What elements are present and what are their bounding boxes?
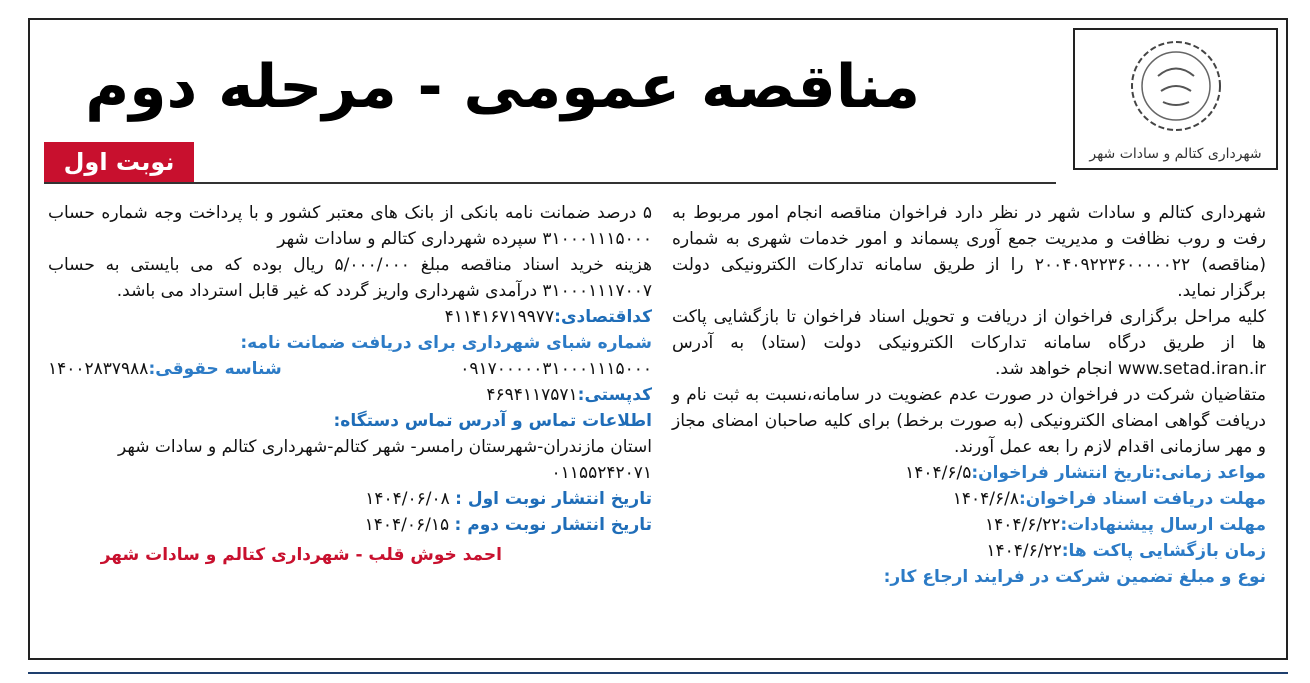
pub1-row: [48, 486, 652, 512]
process-text-b: انجام خواهد شد.: [995, 359, 1113, 379]
postal-value: ۴۶۹۴۱۱۷۵۷۱: [486, 385, 578, 405]
left-column: [48, 200, 652, 568]
schedule-label: مواعد زمانی:تاریخ انتشار فراخوان:: [971, 463, 1266, 483]
schedule-label: زمان بازگشایی پاکت ها:: [1061, 541, 1266, 561]
national-id-label: شناسه حقوقی:: [148, 359, 282, 379]
pub2-value: ۱۴۰۴/۰۶/۱۵: [364, 515, 450, 535]
guarantee-paragraph: ۵ درصد ضمانت نامه بانکی از بانک های معتبر کشور و با پرداخت وجه شماره حساب ۳۱۰۰۰۱۱۱۵۰۰۰ سپرده شهرداری کتالم و سادات شهر: [48, 203, 652, 249]
postal-label: کدپستی:: [577, 385, 652, 405]
address-text: استان مازندران-شهرستان رامسر- شهر کتالم-شهرداری کتالم و سادات شهر: [118, 437, 652, 457]
pub1-label: تاریخ انتشار نوبت اول :: [455, 489, 652, 509]
economic-code-label: کداقتصادی:: [554, 307, 652, 327]
schedule-value: ۱۴۰۴/۶/۵: [905, 463, 972, 483]
process-paragraph: [672, 304, 1266, 382]
schedule-row: [672, 486, 1266, 512]
schedule-row: [672, 460, 1266, 486]
schedule-row: [672, 564, 1266, 590]
contact-label: اطلاعات تماس و آدرس تماس دستگاه:: [333, 411, 652, 431]
pub2-row: [48, 512, 652, 538]
logo-box: [1073, 28, 1278, 170]
schedule-label: مهلت ارسال پیشنهادات:: [1060, 515, 1266, 535]
bottom-rule: [28, 672, 1288, 674]
phone-number: ۰۱۱۵۵۲۴۲۰۷۱: [551, 463, 652, 483]
logo-caption: شهرداری کتالم و سادات شهر: [1089, 146, 1262, 162]
schedule-label: نوع و مبلغ تضمین شرکت در فرایند ارجاع کار:: [883, 567, 1266, 587]
sheba-row: [48, 356, 652, 382]
page-title: مناقصه عمومی - مرحله دوم: [85, 52, 920, 122]
schedule-value: ۱۴۰۴/۶/۲۲: [985, 515, 1061, 535]
badge-underline: [44, 182, 1056, 184]
schedule-row: [672, 538, 1266, 564]
turn-badge: نوبت اول: [44, 142, 194, 182]
economic-code-value: ۴۱۱۴۱۶۷۱۹۹۷۷: [444, 307, 555, 327]
setad-url: www.setad.iran.ir: [1117, 359, 1266, 379]
contact-label-row: [48, 408, 652, 434]
schedule-label: مهلت دریافت اسناد فراخوان:: [1018, 489, 1266, 509]
sheba-label: شماره شبای شهرداری برای دریافت ضمانت نامه:: [240, 333, 652, 353]
sheba-label-row: [48, 330, 652, 356]
sheba-value: ۰۹۱۷۰۰۰۰۰۳۱۰۰۰۱۱۱۵۰۰۰: [460, 359, 652, 379]
schedule-value: ۱۴۰۴/۶/۸: [952, 489, 1019, 509]
intro-paragraph: شهرداری کتالم و سادات شهر در نظر دارد فراخوان مناقصه انجام امور مربوط به رفت و روب نظافت و مدیریت جمع آوری پسماند و امور خدمات شهری به شماره (مناقصه) ۲۰۰۴۰۹۲۲۳۶۰۰۰۰۰۲۲ را از طریق سامانه تدارکات الکترونیکی دولت برگزار نماید.: [672, 203, 1266, 301]
schedule-value: ۱۴۰۴/۶/۲۲: [986, 541, 1062, 561]
pub2-label: تاریخ انتشار نوبت دوم :: [454, 515, 652, 535]
national-id-value: ۱۴۰۰۲۸۳۷۹۸۸: [48, 359, 149, 379]
municipality-seal-icon: [1123, 36, 1229, 136]
postal-row: [48, 382, 652, 408]
right-column: [672, 200, 1266, 590]
fee-paragraph: هزینه خرید اسناد مناقصه مبلغ ۵/۰۰۰/۰۰۰ ریال بوده که می بایستی به حساب ۳۱۰۰۰۱۱۱۷۰۰۷ درآمدی شهرداری واریز گردد که غیر قابل استرداد می باشد.: [48, 255, 652, 301]
process-text-a: کلیه مراحل برگزاری فراخوان از دریافت و تحویل اسناد فراخوان تا بازگشایی پاکت ها از طریق درگاه سامانه تدارکات الکترونیکی دولت (ستاد) به آدرس: [672, 307, 1266, 353]
economic-code-row: [48, 304, 652, 330]
applicants-paragraph: متقاضیان شرکت در فراخوان در صورت عدم عضویت در سامانه،نسبت به ثبت نام و دریافت گواهی امضای الکترونیکی (به صورت برخط) برای کلیه صاحبان امضای مجاز و مهر سازمانی اقدام لازم را بعه عمل آورند.: [672, 385, 1266, 457]
schedule-row: [672, 512, 1266, 538]
signature: احمد خوش قلب - شهرداری کتالم و سادات شهر: [100, 545, 502, 565]
pub1-value: ۱۴۰۴/۰۶/۰۸: [365, 489, 450, 509]
badge-bar: [44, 142, 1056, 184]
